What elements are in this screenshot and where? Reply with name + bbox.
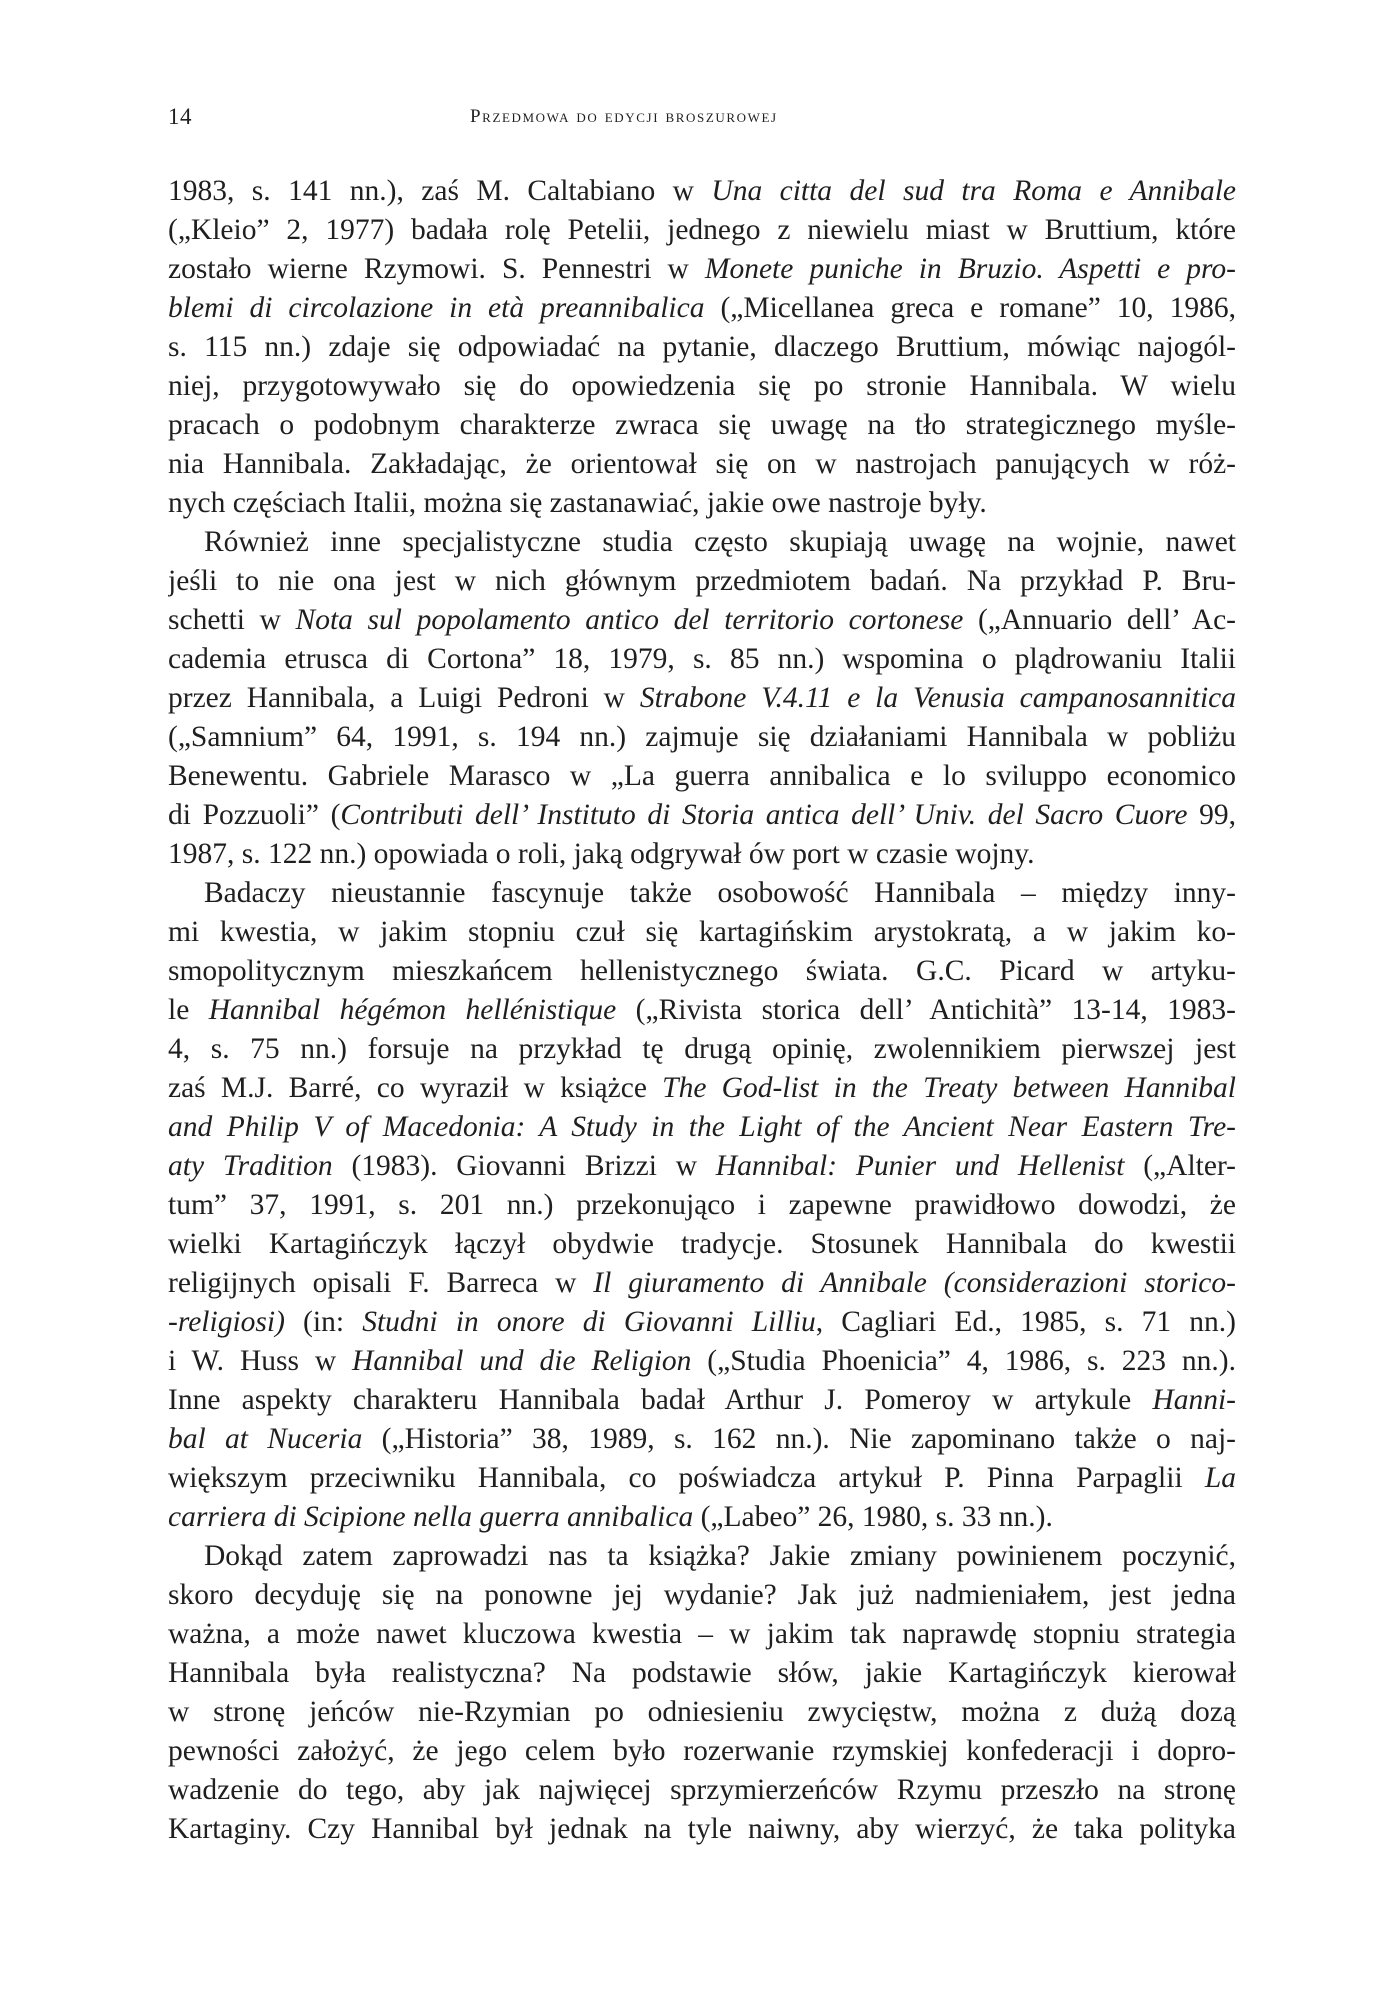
text-line: skoro decyduję się na ponowne jej wydanie? Jak już nadmieniałem, jest jedna	[168, 1579, 1236, 1611]
text-line: religijnych opisali F. Barreca w Il giuramento di Annibale (considerazioni storico-	[168, 1267, 1236, 1299]
text-line: Dokąd zatem zaprowadzi nas ta książka? Jakie zmiany powinienem poczynić,	[204, 1540, 1236, 1572]
text-line: Hannibala była realistyczna? Na podstawie słów, jakie Kartagińczyk kierował	[168, 1657, 1236, 1689]
page-number: 14	[168, 104, 192, 129]
text-line: 1987, s. 122 nn.) opowiada o roli, jaką odgrywał ów port w czasie wojny.	[168, 838, 1035, 870]
text-line: wadzenie do tego, aby jak najwięcej sprzymierzeńców Rzymu przeszło na stronę	[168, 1774, 1236, 1806]
text-line: 1983, s. 141 nn.), zaś M. Caltabiano w Una citta del sud tra Roma e Annibale	[168, 175, 1236, 207]
body-text	[168, 172, 1236, 1849]
text-line: mi kwestia, w jakim stopniu czuł się kartagińskim arystokratą, a w jakim ko-	[168, 916, 1236, 948]
text-line: tum” 37, 1991, s. 201 nn.) przekonująco i zapewne prawidłowo dowodzi, że	[168, 1189, 1236, 1221]
text-line: pewności założyć, że jego celem było rozerwanie rzymskiej konfederacji i dopro-	[168, 1735, 1236, 1767]
text-line: Benewentu. Gabriele Marasco w „La guerra annibalica e lo sviluppo economico	[168, 760, 1236, 792]
text-line: niej, przygotowywało się do opowiedzenia się po stronie Hannibala. W wielu	[168, 370, 1236, 402]
text-line: carriera di Scipione nella guerra annibalica („Labeo” 26, 1980, s. 33 nn.).	[168, 1501, 1053, 1533]
running-head: Przedmowa do edycji broszurowej	[470, 106, 778, 127]
text-line: le Hannibal hégémon hellénistique („Rivista storica dell’ Antichità” 13-14, 1983-	[168, 994, 1236, 1026]
text-line: Badaczy nieustannie fascynuje także osobowość Hannibala – między inny-	[204, 877, 1236, 909]
text-line: smopolitycznym mieszkańcem hellenistycznego świata. G.C. Picard w artyku-	[168, 955, 1236, 987]
text-line: bal at Nuceria („Historia” 38, 1989, s. 162 nn.). Nie zapominano także o naj-	[168, 1423, 1236, 1455]
text-line: ważna, a może nawet kluczowa kwestia – w jakim tak naprawdę stopniu strategia	[168, 1618, 1236, 1650]
text-line: zostało wierne Rzymowi. S. Pennestri w Monete puniche in Bruzio. Aspetti e pro-	[168, 253, 1236, 285]
text-line: and Philip V of Macedonia: A Study in the Light of the Ancient Near Eastern Tre-	[168, 1111, 1236, 1143]
text-line: Inne aspekty charakteru Hannibala badał Arthur J. Pomeroy w artykule Hanni-	[168, 1384, 1236, 1416]
text-line: Kartaginy. Czy Hannibal był jednak na tyle naiwny, aby wierzyć, że taka polityka	[168, 1813, 1236, 1845]
text-line: większym przeciwniku Hannibala, co poświadcza artykuł P. Pinna Parpaglii La	[168, 1462, 1236, 1494]
text-line: s. 115 nn.) zdaje się odpowiadać na pytanie, dlaczego Bruttium, mówiąc najogól-	[168, 331, 1236, 363]
text-line: jeśli to nie ona jest w nich głównym przedmiotem badań. Na przykład P. Bru-	[168, 565, 1236, 597]
text-line: 4, s. 75 nn.) forsuje na przykład tę drugą opinię, zwolennikiem pierwszej jest	[168, 1033, 1236, 1065]
text-line: di Pozzuoli” (Contributi dell’ Instituto di Storia antica dell’ Univ. del Sacro Cuore 99,	[168, 799, 1236, 831]
text-line: w stronę jeńców nie-Rzymian po odniesieniu zwycięstw, można z dużą dozą	[168, 1696, 1236, 1728]
text-line: -religiosi) (in: Studni in onore di Giovanni Lilliu, Cagliari Ed., 1985, s. 71 nn.)	[168, 1306, 1236, 1338]
text-line: aty Tradition (1983). Giovanni Brizzi w Hannibal: Punier und Hellenist („Alter-	[168, 1150, 1236, 1182]
text-line: zaś M.J. Barré, co wyraził w książce The God-list in the Treaty between Hannibal	[168, 1072, 1236, 1104]
text-line: nych częściach Italii, można się zastanawiać, jakie owe nastroje były.	[168, 487, 987, 519]
text-line: nia Hannibala. Zakładając, że orientował się on w nastrojach panujących w róż-	[168, 448, 1236, 480]
text-line: blemi di circolazione in età preannibalica („Micellanea greca e romane” 10, 1986,	[168, 292, 1236, 324]
text-line: i W. Huss w Hannibal und die Religion („Studia Phoenicia” 4, 1986, s. 223 nn.).	[168, 1345, 1236, 1377]
text-line: („Kleio” 2, 1977) badała rolę Petelii, jednego z niewielu miast w Bruttium, które	[168, 214, 1236, 246]
text-line: wielki Kartagińczyk łączył obydwie tradycje. Stosunek Hannibala do kwestii	[168, 1228, 1236, 1260]
text-line: („Samnium” 64, 1991, s. 194 nn.) zajmuje się działaniami Hannibala w pobliżu	[168, 721, 1236, 753]
text-line: schetti w Nota sul popolamento antico del territorio cortonese („Annuario dell’ Ac-	[168, 604, 1236, 636]
text-line: cademia etrusca di Cortona” 18, 1979, s. 85 nn.) wspomina o plądrowaniu Italii	[168, 643, 1236, 675]
text-line: przez Hannibala, a Luigi Pedroni w Strabone V.4.11 e la Venusia campanosannitica	[168, 682, 1236, 714]
text-line: pracach o podobnym charakterze zwraca się uwagę na tło strategicznego myśle-	[168, 409, 1236, 441]
text-line: Również inne specjalistyczne studia często skupiają uwagę na wojnie, nawet	[204, 526, 1236, 558]
